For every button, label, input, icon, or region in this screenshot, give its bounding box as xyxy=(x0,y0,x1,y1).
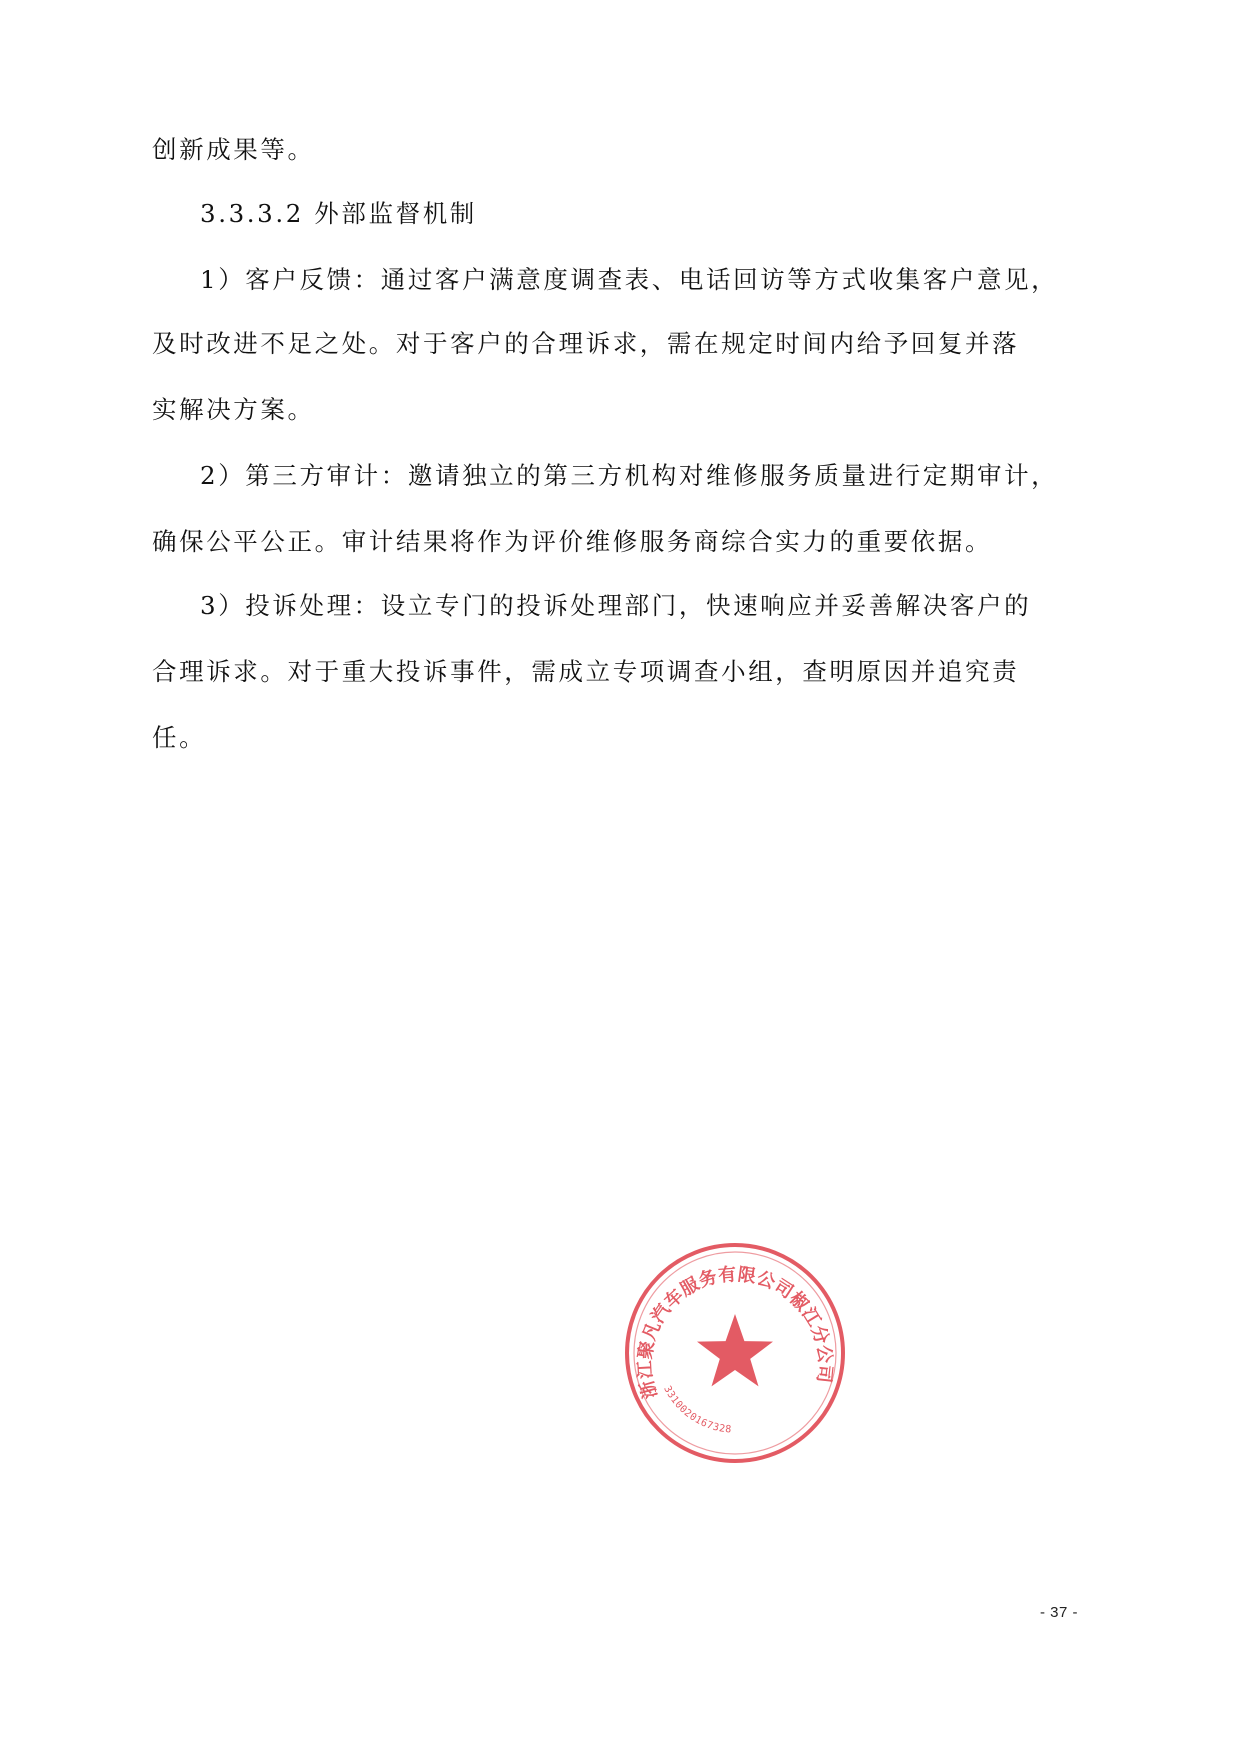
seal-number: 3310020167328 xyxy=(661,1384,733,1436)
text-line: 确保公平公正。审计结果将作为评价维修服务商综合实力的重要依据。 xyxy=(152,527,993,556)
text-line: 及时改进不足之处。对于客户的合理诉求，需在规定时间内给予回复并落 xyxy=(152,329,1020,358)
text-line: 合理诉求。对于重大投诉事件，需成立专项调查小组，查明原因并追究责 xyxy=(152,657,1020,686)
text-line: 2）第三方审计：邀请独立的第三方机构对维修服务质量进行定期审计， xyxy=(200,461,1059,490)
section-heading: 3.3.3.2 外部监督机制 xyxy=(200,199,477,228)
text-line: 1）客户反馈：通过客户满意度调查表、电话回访等方式收集客户意见， xyxy=(200,265,1059,294)
seal-star-icon xyxy=(697,1314,773,1386)
text-line: 实解决方案。 xyxy=(152,395,315,424)
page-number: - 37 - xyxy=(1040,1604,1079,1621)
seal-text: 浙江聚凡汽车服务有限公司椒江分公司 xyxy=(634,1264,836,1401)
text-line: 创新成果等。 xyxy=(152,135,315,164)
company-seal xyxy=(620,1238,850,1468)
text-line: 3）投诉处理：设立专门的投诉处理部门，快速响应并妥善解决客户的 xyxy=(200,591,1032,620)
text-line: 任。 xyxy=(152,723,207,752)
